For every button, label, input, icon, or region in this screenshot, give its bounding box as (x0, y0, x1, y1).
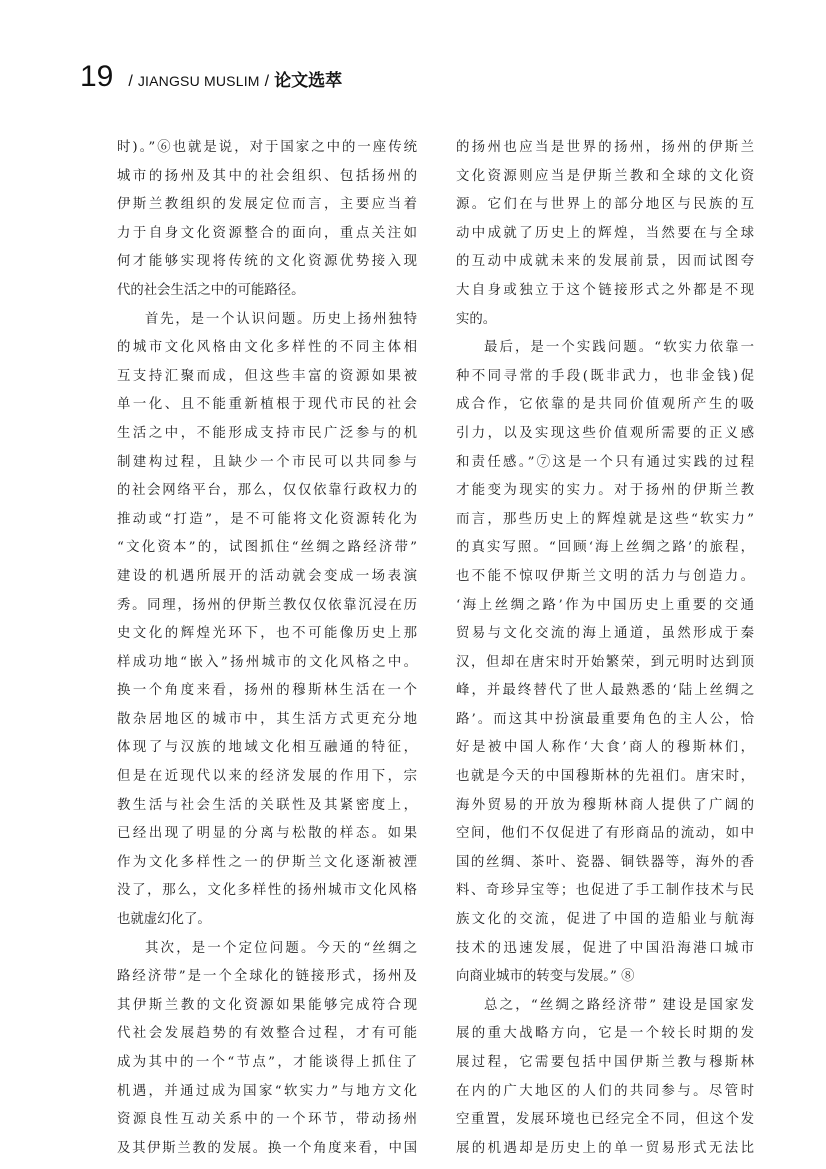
text-line: 时)。”⑥也就是说，对于国家之中的一座传统 (117, 140, 417, 155)
text-line: 引力，以及实现这些价值观所需要的正义感 (456, 425, 754, 441)
text-line: 也就虚幻化了。 (117, 912, 211, 928)
text-line: 源。它们在与世界上的部分地区与民族的互 (456, 197, 754, 213)
text-line: 教生活与社会生活的关联性及其紧密度上， (117, 797, 417, 813)
text-line: 没了，那么，文化多样性的扬州城市文化风格 (117, 883, 417, 899)
text-line: 的城市文化风格由文化多样性的不同主体相 (117, 340, 417, 356)
text-line: 峰，并最终替代了世人最熟悉的‘陆上丝绸之 (456, 683, 754, 699)
text-line: 首先，是一个认识问题。历史上扬州独特 (145, 311, 417, 327)
text-line: 机遇，并通过成为国家“软实力”与地方文化 (117, 1083, 417, 1099)
text-line: 贸易与文化交流的海上通道，虽然形成于秦 (456, 626, 754, 642)
text-line: 体现了与汉族的地域文化相互融通的特征， (117, 740, 417, 756)
text-line: 展的机遇却是历史上的单一贸易形式无法比 (456, 1140, 754, 1156)
page-number: 19 (80, 60, 114, 93)
text-line: 大自身或独立于这个链接形式之外都是不现 (456, 282, 754, 298)
text-line: 总之，“丝绸之路经济带” 建设是国家发 (484, 997, 754, 1013)
text-line: 路经济带”是一个全球化的链接形式，扬州及 (117, 969, 417, 985)
text-line: 代社会发展趋势的有效整合过程，才有可能 (117, 1026, 417, 1042)
text-line: 散杂居地区的城市中，其生活方式更充分地 (117, 711, 417, 727)
text-line: 动中成就了历史上的辉煌，当然要在与全球 (456, 225, 754, 241)
separator-slash: / (128, 73, 133, 90)
text-line: 技术的迅速发展，促进了中国沿海港口城市 (456, 940, 754, 956)
journal-name: JIANGSU MUSLIM (137, 73, 260, 89)
text-line: 其伊斯兰教的文化资源如果能够完成符合现 (117, 997, 417, 1013)
text-line: 但是在近现代以来的经济发展的作用下，宗 (117, 769, 417, 785)
text-line: 的社会网络平台，那么，仅仅依靠行政权力的 (117, 483, 417, 499)
text-line: 的扬州也应当是世界的扬州，扬州的伊斯兰 (456, 140, 754, 155)
text-line: 料、奇珍异宝等；也促进了手工制作技术与民 (456, 883, 754, 899)
left-text-column (117, 134, 417, 1163)
text-line: 路’。而这其中扮演最重要角色的主人公，恰 (456, 711, 754, 727)
text-line: 展过程，它需要包括中国伊斯兰教与穆斯林 (456, 1055, 754, 1070)
text-line: 代的社会生活之中的可能路径。 (117, 282, 305, 298)
section-title: 论文选萃 (274, 71, 343, 90)
text-line: “文化资本”的，试图抓住“丝绸之路经济带” (117, 540, 417, 556)
text-line: 何才能够实现将传统的文化资源优势接入现 (117, 254, 417, 270)
text-line: 文化资源则应当是伊斯兰教和全球的文化资 (456, 168, 754, 184)
text-line: 伊斯兰教组织的发展定位而言，主要应当着 (117, 197, 417, 213)
text-line: ‘海上丝绸之路’作为中国历史上重要的交通 (456, 597, 754, 613)
text-line: 互支持汇聚而成，但这些丰富的资源如果被 (117, 368, 417, 384)
text-line: 也就是今天的中国穆斯林的先祖们。唐宋时， (456, 769, 754, 785)
text-line: 汉，但却在唐宋时开始繁荣，到元明时达到顶 (456, 654, 754, 670)
text-line: 种不同寻常的手段(既非武力，也非金钱)促 (456, 368, 754, 384)
right-text-column (456, 134, 754, 1163)
text-line: 的互动中成就未来的发展前景，因而试图夸 (456, 254, 754, 270)
text-line: 成为其中的一个“节点”，才能谈得上抓住了 (117, 1055, 417, 1070)
text-line: 而言，那些历史上的辉煌就是这些“软实力” (456, 511, 754, 527)
text-line: 国的丝绸、茶叶、瓷器、铜铁器等，海外的香 (456, 854, 754, 870)
text-line: 也不能不惊叹伊斯兰文明的活力与创造力。 (456, 568, 754, 584)
text-line: 资源良性互动关系中的一个环节，带动扬州 (117, 1112, 417, 1128)
text-line: 海外贸易的开放为穆斯林商人提供了广阔的 (456, 797, 754, 813)
text-line: 才能变为现实的实力。对于扬州的伊斯兰教 (456, 483, 754, 499)
text-line: 的真实写照。“回顾‘海上丝绸之路’的旅程， (456, 540, 754, 556)
text-line: 向商业城市的转变与发展。” ⑧ (456, 969, 635, 985)
text-line: 力于自身文化资源整合的面向，重点关注如 (117, 225, 417, 241)
text-line: 空重置，发展环境也已经完全不同，但这个发 (456, 1112, 754, 1128)
text-line: 作为文化多样性之一的伊斯兰文化逐渐被湮 (117, 854, 417, 870)
text-line: 族文化的交流，促进了中国的造船业与航海 (456, 912, 754, 928)
text-line: 最后，是一个实践问题。“软实力依靠一 (484, 340, 754, 356)
text-line: 生活之中，不能形成支持市民广泛参与的机 (117, 425, 417, 441)
text-line: 史文化的辉煌光环下，也不可能像历史上那 (117, 626, 417, 642)
separator-slash: / (264, 73, 270, 90)
page-header (80, 60, 342, 100)
text-line: 样成功地“嵌入”扬州城市的文化风格之中。 (117, 654, 417, 670)
text-line: 展的重大战略方向，它是一个较长时期的发 (456, 1026, 754, 1042)
text-line: 成合作，它依靠的是共同价值观所产生的吸 (456, 397, 754, 413)
text-line: 城市的扬州及其中的社会组织、包括扬州的 (117, 168, 417, 184)
text-line: 已经出现了明显的分离与松散的样态。如果 (117, 826, 417, 842)
text-line: 及其伊斯兰教的发展。换一个角度来看，中国 (117, 1140, 417, 1156)
text-line: 建设的机遇所展开的活动就会变成一场表演 (117, 568, 417, 584)
text-line: 制建构过程，且缺少一个市民可以共同参与 (117, 454, 417, 470)
text-line: 实的。 (456, 311, 497, 327)
text-line: 推动或“打造”，是不可能将文化资源转化为 (117, 511, 417, 527)
text-line: 和责任感。”⑦这是一个只有通过实践的过程 (456, 454, 754, 470)
text-line: 在内的广大地区的人们的共同参与。尽管时 (456, 1083, 754, 1099)
text-line: 换一个角度来看，扬州的穆斯林生活在一个 (117, 683, 417, 699)
text-line: 其次，是一个定位问题。今天的“丝绸之 (145, 940, 417, 956)
text-line: 好是被中国人称作‘大食’商人的穆斯林们， (456, 740, 754, 756)
text-line: 单一化、且不能重新植根于现代市民的社会 (117, 397, 417, 413)
text-line: 秀。同理，扬州的伊斯兰教仅仅依靠沉浸在历 (117, 597, 417, 613)
text-line: 空间，他们不仅促进了有形商品的流动，如中 (456, 826, 754, 842)
